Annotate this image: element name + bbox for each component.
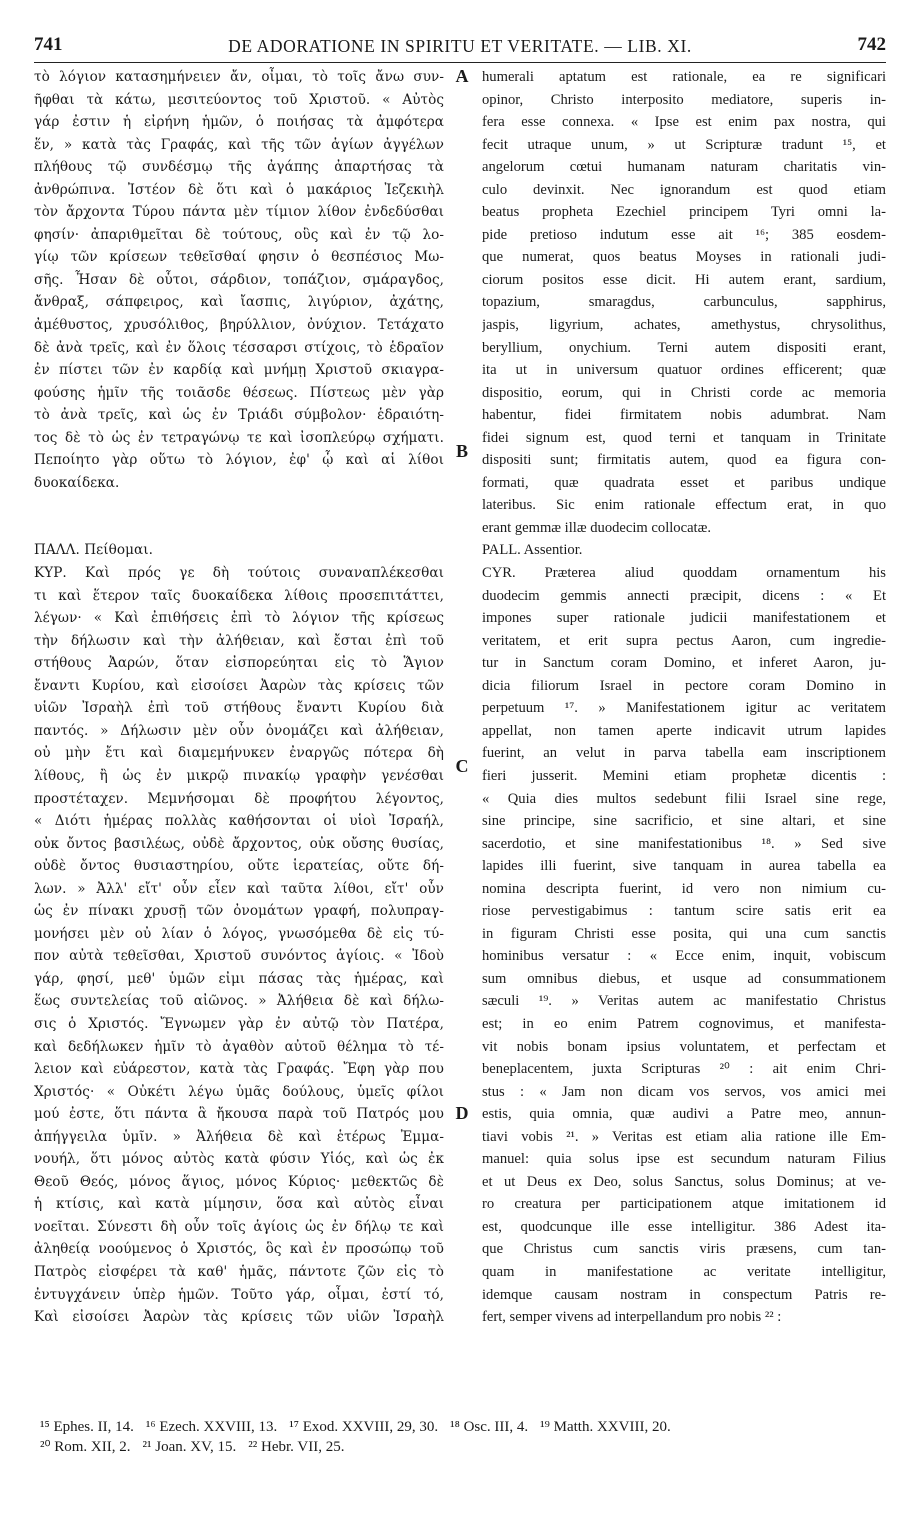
latin-text-line: quam in manifestatione ac veritate intelligitur, bbox=[482, 1263, 886, 1280]
greek-text-line: ἄνθραξ, σάπφειρος, καὶ ἴασπις, λιγύριον, ἀχάτης, bbox=[34, 294, 444, 311]
greek-text-line: πον αὐτὰ τεθεῖσθαι, Χριστοῦ συνόντος ἁγίοις. « Ἰδοὺ bbox=[34, 948, 444, 965]
latin-text-line: est, quodcunque ille esse intelligitur. 386 Adest ita- bbox=[482, 1218, 886, 1235]
latin-text-line: sacerdotio, et sine manifestationibus ¹⁸. » Sed sive bbox=[482, 835, 886, 852]
footnote: ²¹ Joan. XV, 15. bbox=[142, 1439, 237, 1455]
greek-text-line: ἔναντι Κυρίου, καὶ εἰσοίσει Ἀαρὼν τὰς κρίσεις τῶν bbox=[34, 677, 444, 694]
greek-text-line: νοεῖται. Σύνεστι δὴ οὖν τοῖς ἁγίοις ὡς ἐν δήλῳ τε καὶ bbox=[34, 1218, 444, 1235]
greek-text-line: ἀπήγγειλα ὑμῖν. » Ἀλήθεια δὲ καὶ ἑτέρως Ἐμμα- bbox=[34, 1128, 444, 1145]
latin-text-line: sum omnibus diebus, et usque ad consummationem bbox=[482, 970, 886, 987]
latin-text-line: duodecim gemmis annecti præcipit, dicens : « Et bbox=[482, 587, 886, 604]
page-number-right: 742 bbox=[857, 34, 886, 55]
latin-text-line: tiavi vobis ²¹. » Veritas est etiam alia ratione ille Em- bbox=[482, 1128, 886, 1145]
latin-text-line: hominibus versatur : « Ecce enim, inquit, vobiscum bbox=[482, 948, 886, 965]
greek-text-line: ἐντυγχάνειν ὑπὲρ ἡμῶν. Τοῦτο γάρ, οἶμαι, ἐστί τό, bbox=[34, 1286, 444, 1303]
latin-text-line: formati, quæ quadrata esset et paribus undique bbox=[482, 474, 886, 491]
greek-text-line: γίῳ τῶν κρίσεων τεθεῖσθαί φησιν ὁ θεσπέσιος Μω- bbox=[34, 249, 444, 266]
latin-text-line: riose pervestigabimus : tantum scire satis erit ea bbox=[482, 903, 886, 920]
greek-text-line: ἐν πίστει τῶν ἐν καρδίᾳ καὶ μνήμῃ Χριστοῦ σκιαγρα- bbox=[34, 362, 444, 379]
latin-text-line: angelorum cœtui humanam naturam charitatis vin- bbox=[482, 159, 886, 176]
greek-text-line: « Διότι ἡμέρας πολλὰς καθήσονται οἱ υἱοὶ Ἰσραήλ, bbox=[34, 813, 444, 830]
greek-text-line: δὲ ἀνὰ τρεῖς, καὶ ἐν ὅλοις τέσσαρσι στίχοις, τὸ ἑδραῖον bbox=[34, 339, 444, 356]
greek-text-line: Πεποίητο γὰρ οὕτω τὸ λόγιον, ἐφ' ᾧ καὶ αἱ λίθοι bbox=[34, 452, 444, 469]
greek-text-line: ἕν, » κατὰ τὰς Γραφάς, καὶ τῆς τῶν ἁγίων ἀγγέλων bbox=[34, 136, 444, 153]
greek-text-line: καὶ δεδήλωκεν ἡμῖν τὸ ἀγαθὸν αὐτοῦ θέλημα τὸ τέ- bbox=[34, 1038, 444, 1055]
margin-marker-b: B bbox=[455, 441, 468, 461]
latin-text-line: sine principe, sine sacrificio, et sine altari, et sine bbox=[482, 813, 886, 830]
greek-text-line: ΠΑΛΛ. Πείθομαι. bbox=[34, 542, 153, 559]
latin-text-line: nomina descripta fuerint, id vero non nimium cu- bbox=[482, 880, 886, 897]
margin-marker-c: C bbox=[455, 756, 469, 776]
greek-text-line: οὐκ ὄντος βασιλέως, οὐδὲ ἄρχοντος, οὐκ οὔσης θυσίας, bbox=[34, 835, 444, 852]
greek-text-line bbox=[34, 494, 444, 517]
latin-text-line: dicia filiorum Israel in pectore coram Domino in bbox=[482, 677, 886, 694]
latin-text-line: in figuram Christi esse posita, qui una cum sanctis bbox=[482, 925, 886, 942]
greek-text-line: πλήθους τῷ συνδέσμῳ τῆς ἀγάπης ἀπαρτήσας τὰ bbox=[34, 159, 444, 176]
greek-text-line: μονήσει μὲν οὐ λίαν ὁ λόγος, γνωσόμεθα δὲ εἰς τύ- bbox=[34, 925, 444, 942]
greek-text-line: Χριστός· « Οὐκέτι λέγω ὑμᾶς δούλους, ὑμεῖς φίλοι bbox=[34, 1083, 444, 1100]
footnote-line-2 bbox=[40, 1437, 886, 1457]
latin-text-line: veritatem, et erit supra pectus Aaron, cum ingredie- bbox=[482, 632, 886, 649]
greek-text-line: οὐ μὴν ἔτι καὶ διαμεμήνυκεν ἐναργῶς πότερα δὴ bbox=[34, 745, 444, 762]
latin-text-line: stus : « Jam non dicam vos servos, vos amici mei bbox=[482, 1083, 886, 1100]
margin-marker-d: D bbox=[455, 1103, 469, 1123]
margin-marker-a: A bbox=[455, 66, 469, 86]
running-title: DE ADORATIONE IN SPIRITU ET VERITATE. — LIB. XI. bbox=[228, 36, 692, 56]
latin-text-line: lateribus. Sic enim rationale effectum erat, in quo bbox=[482, 497, 886, 514]
greek-text-line: ΚΥΡ. Καὶ πρός γε δὴ τούτοις συναναπλέκεσθαι bbox=[34, 565, 444, 582]
latin-text-line: fieri jusserit. Memini etiam prophetæ dicentis : bbox=[482, 767, 886, 784]
latin-text-line: vit nobis bonam ipsius voluntatem, et perfectam et bbox=[482, 1038, 886, 1055]
latin-text-line: ciorum positos esse dicit. Hi autem erant, sardium, bbox=[482, 271, 886, 288]
greek-text-line: οὐδὲ ὄντος θυσιαστηρίου, οὔτε ἱερατείας, οὔτε δή- bbox=[34, 858, 444, 875]
latin-text-line: pide pretioso indutum esse ait ¹⁶; 385 eosdem- bbox=[482, 226, 886, 243]
greek-text-line: σῆς. Ἦσαν δὲ οὗτοι, σάρδιον, τοπάζιον, σμάραγδος, bbox=[34, 271, 444, 288]
latin-text-line: dispositi sunt; firmitatis autem, quod ea figura con- bbox=[482, 452, 886, 469]
latin-text-line: topazium, smaragdus, carbunculus, sapphirus, bbox=[482, 294, 886, 311]
greek-text-line: παντός. » Δήλωσιν μὲν οὖν ὀνομάζει καὶ ἀλήθειαν, bbox=[34, 722, 444, 739]
page-number-left: 741 bbox=[34, 34, 63, 55]
greek-text-line: ὡς ἐν πίνακι χρυσῇ τῶν ὀνομάτων γραφή, πολυπραγ- bbox=[34, 903, 444, 920]
greek-text-line: Καὶ εἰσοίσει Ἀαρὼν τὰς κρίσεις τῶν υἱῶν Ἰσραὴλ bbox=[34, 1309, 444, 1326]
latin-text-line: fuerint, an velut in parva tabella eam inscriptionem bbox=[482, 745, 886, 762]
greek-text-line: τὴν δήλωσιν καὶ τὴν ἀλήθειαν, καὶ ἔσται ἐπὶ τοῦ bbox=[34, 632, 444, 649]
greek-text-line: ἀνθρώπινα. Ἰστέον δὲ ὅτι καὶ ὁ μακάριος Ἰεζεκιὴλ bbox=[34, 181, 444, 198]
footnote: ¹⁵ Ephes. II, 14. bbox=[40, 1419, 134, 1435]
greek-text-line: ἀληθείᾳ νοούμενος ὁ Χριστός, ὃς καὶ ἐν προσώπῳ τοῦ bbox=[34, 1241, 444, 1258]
latin-text-line: PALL. Assentior. bbox=[482, 542, 583, 559]
latin-text-line: impones super rationale judicii manifestationem et bbox=[482, 610, 886, 627]
latin-text-line: perpetuum ¹⁷. » Manifestationem igitur ac veritatem bbox=[482, 700, 886, 717]
latin-text-line: fecit utraque unum, » ut Scripturæ tradunt ¹⁵, et bbox=[482, 136, 886, 153]
latin-text-line: estis, quia omnia, quæ audivi a Patre meo, annun- bbox=[482, 1106, 886, 1123]
latin-text-line: fera esse connexa. « Ipse est enim pax nostra, qui bbox=[482, 114, 886, 131]
greek-text-line: σις ὁ Χριστός. Ἔγνωμεν γὰρ ἐν αὐτῷ τὸν Πατέρα, bbox=[34, 1015, 444, 1032]
latin-text-line: est; in eo enim Patrem cognovimus, et manifesta- bbox=[482, 1015, 886, 1032]
greek-text-line: φούσης ἡμῖν τῆς τοιᾶσδε θέσεως. Πίστεως μὲν γὰρ bbox=[34, 384, 444, 401]
latin-text-line: sæculi ¹⁹. » Veritas autem ac manifestatio Christus bbox=[482, 993, 886, 1010]
greek-text-line: δυοκαίδεκα. bbox=[34, 474, 120, 491]
running-header bbox=[34, 34, 886, 63]
latin-text-line: ita ut in universum quatuor ordines efficerent; quæ bbox=[482, 362, 886, 379]
footnote-line-1 bbox=[40, 1417, 886, 1437]
greek-text-line: νουήλ, ὅτι μόνος αὐτὸς κατὰ φύσιν Υἱός, καὶ ὡς ἐκ bbox=[34, 1151, 444, 1168]
latin-text-line: fidei signum est, quod terni et tanquam in Trinitate bbox=[482, 429, 886, 446]
latin-column bbox=[482, 66, 886, 1329]
greek-text-line: λίθους, ἢ ὡς ἐν μικρῷ πινακίῳ γραφὴν γενέσθαι bbox=[34, 767, 444, 784]
latin-text-line: tur in Sanctum coram Domino, et inferet Aaron, ju- bbox=[482, 655, 886, 672]
footnote: ¹⁶ Ezech. XXVIII, 13. bbox=[145, 1419, 278, 1435]
latin-text-line: et ut Deus ex Deo, solus Sanctus, solus Dominus; at ve- bbox=[482, 1173, 886, 1190]
greek-text-line: τὸν ἄρχοντα Τύρου πάντα μὲν τίμιον λίθον ἐνδεδύσθαι bbox=[34, 204, 444, 221]
footnote: ¹⁷ Exod. XXVIII, 29, 30. bbox=[289, 1419, 439, 1435]
greek-text-line: τὸ λόγιον κατασημήνειεν ἄν, οἶμαι, τὸ τοῖς ἄνω συν- bbox=[34, 69, 444, 85]
greek-text-line: υἱῶν Ἰσραὴλ ἐπὶ τοῦ στήθους ἔναντι Κυρίου διὰ bbox=[34, 700, 444, 717]
greek-text-line: τι καὶ ἕτερον ταῖς δυοκαίδεκα λίθοις προσεπιτάττει, bbox=[34, 587, 444, 604]
latin-text-line: ro creatura per participationem atque imitationem id bbox=[482, 1196, 886, 1213]
greek-text-line: ἡ κτίσις, καὶ κατὰ μίμησιν, ὅσα καὶ αὐτὸς εἶναι bbox=[34, 1196, 444, 1213]
latin-text-line: CYR. Præterea aliud quoddam ornamentum his bbox=[482, 565, 886, 582]
latin-text-line: habentur, fidei firmitatem nobis adumbrat. Nam bbox=[482, 407, 886, 424]
greek-text-line: γάρ, φησί, μεθ' ὑμῶν εἰμι πάσας τὰς ἡμέρας, καὶ bbox=[34, 970, 444, 987]
latin-text-line: que numerat, quos beatus Moyses in rationali judi- bbox=[482, 249, 886, 266]
latin-text-line: humerali aptatum est rationale, ea re significari bbox=[482, 69, 886, 85]
greek-column bbox=[34, 66, 444, 1329]
greek-text-line: λέγων· « Καὶ ἐπιθήσεις ἐπὶ τὸ λόγιον τῆς κρίσεως bbox=[34, 610, 444, 627]
greek-text-line: τος δὲ τὸ ὡς ἐν τετραγώνῳ τε καὶ ἰσοπλεύρῳ σχήματι. bbox=[34, 429, 444, 446]
greek-text-line: φησίν· ἀπαριθμεῖται δὲ τούτους, οὓς καὶ ἐν τῷ λο- bbox=[34, 226, 444, 243]
latin-text-line: jaspis, ligyrium, achates, amethystus, chrysolithus, bbox=[482, 317, 886, 334]
latin-text-line: erant gemmæ illæ duodecim collocatæ. bbox=[482, 519, 711, 536]
latin-text-line: que Christus cum sanctis viris præsens, cum tan- bbox=[482, 1241, 886, 1258]
latin-text-line: lapides illi fuerint, sive tanquam in aurea tabella ea bbox=[482, 858, 886, 875]
greek-text-line bbox=[34, 517, 444, 540]
latin-text-line: appellat, non tamen aperte indicavit utrum lapides bbox=[482, 722, 886, 739]
footnote: ²² Hebr. VII, 25. bbox=[248, 1439, 345, 1455]
latin-text-line: dispositio, eorum, qui in Christi corde ac memoria bbox=[482, 384, 886, 401]
latin-text-line: beatus propheta Ezechiel principem Tyri omni la- bbox=[482, 204, 886, 221]
latin-text-line: manuel: quia solus ipse est secundum naturam Filius bbox=[482, 1151, 886, 1168]
footnote: ¹⁸ Osc. III, 4. bbox=[450, 1419, 529, 1435]
latin-text-line: fert, semper vivens ad interpellandum pro nobis ²² : bbox=[482, 1309, 782, 1326]
footnotes bbox=[40, 1417, 886, 1457]
greek-text-line: λων. » Ἀλλ' εἴτ' οὖν εἶεν καὶ ταῦτα λίθοι, εἴτ' οὖν bbox=[34, 880, 444, 897]
greek-text-line: στήθους Ἀαρών, ὅταν εἰσπορεύηται εἰς τὸ Ἅγιον bbox=[34, 655, 444, 672]
greek-text-line: ῆφθαι τὰ κάτω, μεσιτεύοντος τοῦ Χριστοῦ. « Αὐτὸς bbox=[34, 91, 444, 108]
latin-text-line: idemque causam nostram in conspectum Patris re- bbox=[482, 1286, 886, 1303]
greek-text-line: προστέταχεν. Μεμνήσομαι δὲ προφήτου λέγοντος, bbox=[34, 790, 444, 807]
latin-text-line: culo devinxit. Nec ignorandum est quod etiam bbox=[482, 181, 886, 198]
greek-text-line: γάρ ἐστιν ἡ εἰρήνη ἡμῶν, ὁ ποιήσας τὰ ἀμφότερα bbox=[34, 114, 444, 131]
footnote: ²⁰ Rom. XII, 2. bbox=[40, 1439, 131, 1455]
greek-text-line: λειον καὶ εὐάρεστον, κατὰ τὰς Γραφάς. Ἔφη γὰρ που bbox=[34, 1061, 444, 1078]
greek-text-line: ἕως συντελείας τοῦ αἰῶνος. » Ἀλήθεια δὲ καὶ δήλω- bbox=[34, 993, 444, 1010]
greek-text-line: μού ἐστε, ὅτι πάντα ἃ ἤκουσα παρὰ τοῦ Πατρός μου bbox=[34, 1106, 444, 1123]
greek-text-line: Θεοῦ Θεός, μόνος ἅγιος, μόνος Κύριος· μεθεκτῶς δὲ bbox=[34, 1173, 444, 1190]
greek-text-line: τὸ ἀνὰ τρεῖς, καὶ ὡς ἐν Τριάδι σύμβολον· ἑδραιότη- bbox=[34, 407, 444, 424]
latin-text-line: « Quia dies multos sedebunt filii Israel sine rege, bbox=[482, 790, 886, 807]
latin-text-line: beneplacentem, juxta Scripturas ²⁰ : ait enim Chri- bbox=[482, 1061, 886, 1078]
footnote: ¹⁹ Matth. XXVIII, 20. bbox=[540, 1419, 671, 1435]
latin-text-line: opinor, Christo interposito mediatore, superis in- bbox=[482, 91, 886, 108]
greek-text-line: Πατρὸς εἰσφέρει τὰ καθ' ἡμᾶς, πάντοτε ζῶν εἰς τὸ bbox=[34, 1263, 444, 1280]
latin-text-line: beryllium, onychium. Terni autem dispositi erant, bbox=[482, 339, 886, 356]
greek-text-line: ἀμέθυστος, χρυσόλιθος, βηρύλλιον, ὀνύχιον. Τετάχατο bbox=[34, 317, 444, 334]
